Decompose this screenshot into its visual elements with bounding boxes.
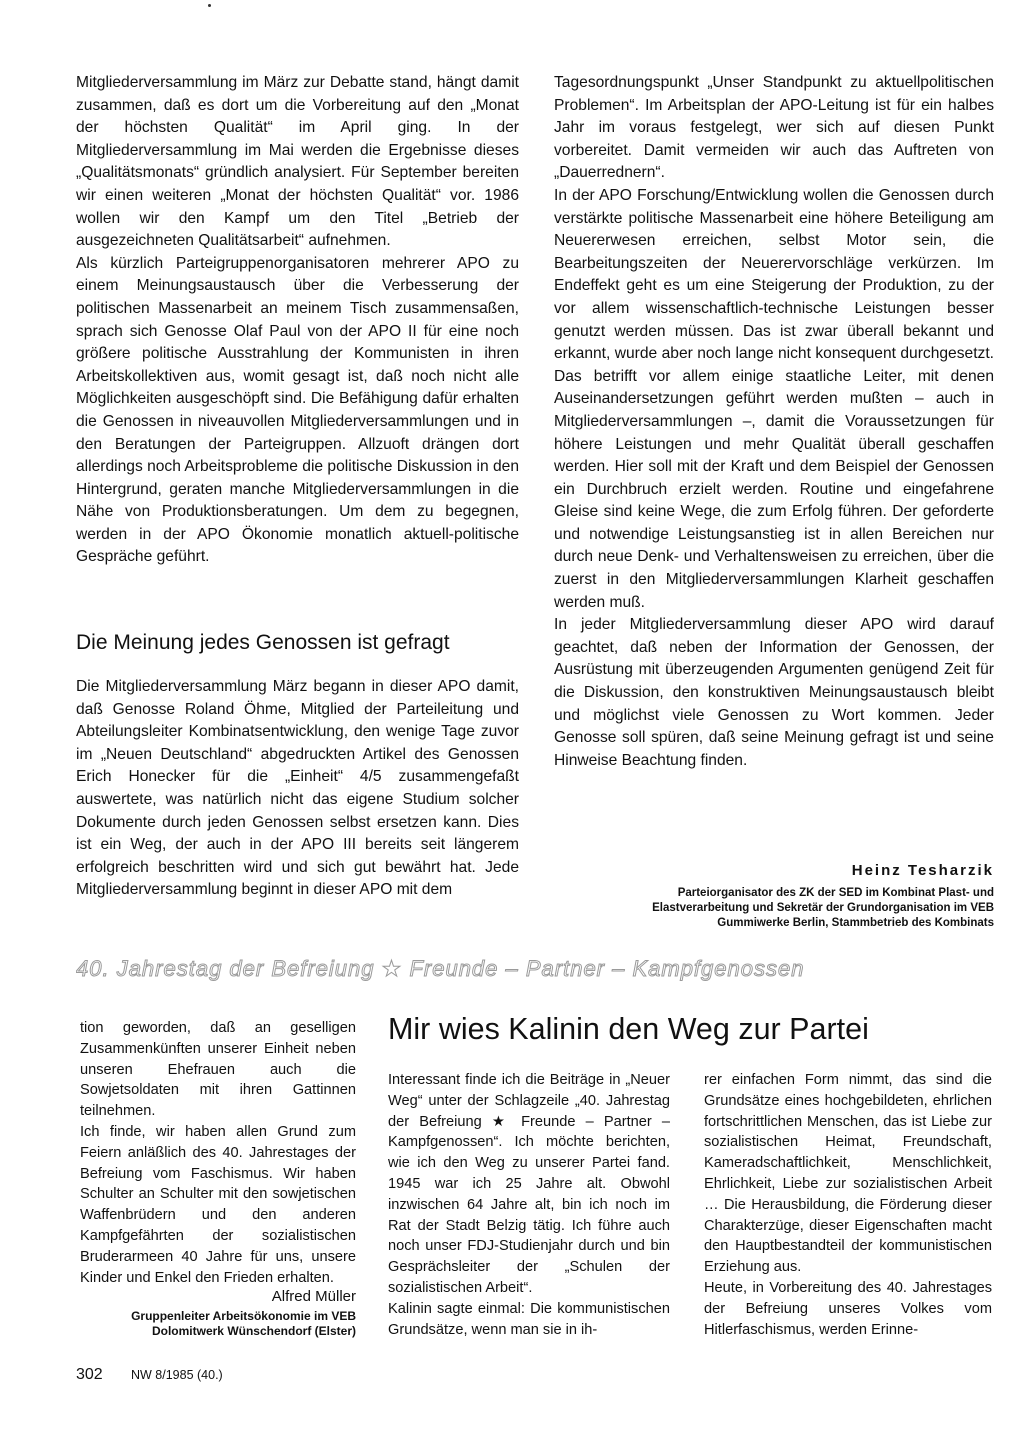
paragraph: Kalinin sagte einmal: Die kommunistischen Grundsätze, wenn man sie in ih- (388, 1300, 670, 1338)
lower-middle-column (388, 1070, 670, 1340)
paragraph: In jeder Mitgliederversammlung dieser APO wird darauf geachtet, daß neben der Information der Genossen, der Ausrüstung mit überzeugenden Argumenten genügend Zeit für die Diskussion, den konstruktiven Meinungsaustausch bleibt und möglichst viele Genossen zu Wort kommen. Jeder Genosse soll spüren, daß seine Meinung gefragt ist und seine Hinweise Beachtung finden. (554, 616, 994, 769)
upper-right-column (554, 72, 994, 772)
author-role-line: Elastverarbeitung und Sekretär der Grundorganisation im VEB (652, 902, 994, 914)
series-banner: 40. Jahrestag der Befreiung ★ Freunde – Partner – Kampfgenossen (76, 956, 805, 981)
author-role-line: Dolomitwerk Wünschendorf (Elster) (151, 1324, 356, 1338)
paragraph: Tagesordnungspunkt „Unser Standpunkt zu aktuellpolitischen Problemen“. Im Arbeitsplan der APO-Leitung ist für ein halbes Jahr im voraus festgelegt, wer sich auf diesen Punkt vorbereitet. Damit vermeiden wir auch das Auftreten von „Dauerrednern“. (554, 74, 994, 182)
author-role (554, 886, 994, 931)
paragraph: Interessant finde ich die Beiträge in „Neuer Weg“ unter der Schlagzeile „40. Jahrestag der Befreiung ★ Freunde – Partner – Kampfgenossen“. Ich möchte berichten, wie ich den Weg zu unserer Partei fand. 1945 war ich 25 Jahre alt. Obwohl inzwischen 64 Jahre alt, bin ich noch im Rat der Stadt Belzig tätig. Ich führe auch noch unser FDJ-Studienjahr durch und bin Gesprächsleiter der „Schulen der sozialistischen Arbeit“. (388, 1072, 670, 1296)
lower-left-column (80, 1018, 356, 1288)
paragraph: In der APO Forschung/Entwicklung wollen die Genossen durch verstärkte politische Massenarbeit eine höhere Beteiligung am Neuererwesen erreichen, selbst Motor sein, die Bearbeitungszeiten der Neuerervorschläge verkürzen. Im Endeffekt geht es um eine Steigerung der Produktion, zu der vor allem wissenschaftlich-technische Leistungen besser genutzt werden müssen. Das ist zwar überall bekannt und erkannt, wurde aber noch lange nicht konsequent durchgesetzt. Das betrifft vor allem einige staatliche Leiter, mit denen Auseinandersetzungen geführt werden mußten – auch in Mitgliederversammlungen –, damit die Voraussetzungen für höhere Leistungen und mehr Qualität überall geschaffen werden. Hier soll mit der Kraft und dem Beispiel der Genossen ein Durchbruch erzielt werden. Routine und eingefahrene Gleise sind keine Wege, die zum Erfolg führen. Der geforderte und notwendige Leistungsanstieg ist in allen Bereichen nur durch neue Denk- und Verhaltensweisen zu erreichen, über die zuerst in den Mitgliederversammlungen Klarheit geschaffen werden muß. (554, 186, 994, 611)
author-name: Alfred Müller (271, 1288, 356, 1305)
paragraph: Mitgliederversammlung im März zur Debatte stand, hängt damit zusammen, daß es dort um die Vorbereitung auf den „Monat der höchsten Qualität“ im April ging. In der Mitgliederversammlung im Mai werden die Ergebnisse dieses „Qualitätsmonats“ gründlich analysiert. Für September bereiten wir einen weiteren „Monat der höchsten Qualität“ vor. 1986 wollen wir den Kampf um den Titel „Betrieb der ausgezeichneten Qualitätsarbeit“ aufnehmen. (76, 74, 519, 250)
author-name: Heinz Tesharzik (851, 862, 994, 879)
paragraph: Ich finde, wir haben allen Grund zum Feiern anläßlich des 40. Jahrestages der Befreiung vom Faschismus. Wir haben Schulter an Schulter mit den sowjetischen Waffenbrüdern und den anderen Kampfgefährten der sozialistischen Bruderarmeen 40 Jahre für uns, unsere Kinder und Enkel den Frieden erhalten. (80, 1123, 356, 1286)
paragraph: Als kürzlich Parteigruppenorganisatoren mehrerer APO zu einem Meinungsaustausch über die Verbesserung der politischen Massenarbeit an meinem Tisch zusammensaßen, sprach sich Genosse Olaf Paul von der APO II für eine noch größere politische Ausstrahlung der Kommunisten in ihren Arbeitskollektiven aus, womit gesagt ist, daß noch nicht alle Möglichkeiten ausgeschöpft sind. Die Befähigung dafür erhalten die Genossen in niveauvollen Mitgliederversammlungen und in den Beratungen der Parteigruppen. Allzuoft drängen dort allerdings noch Arbeitsprobleme die politische Diskussion in den Hintergrund, geraten manche Mitgliederversammlungen in die Nähe von Produktionsberatungen. Um dem zu begegnen, werden in der APO Ökonomie monatlich aktuell-politische Gespräche geführt. (76, 254, 519, 566)
author-role-line: Gummiwerke Berlin, Stammbetrieb des Kombinats (717, 917, 994, 929)
author-role-line: Parteiorganisator des ZK der SED im Kombinat Plast- und (677, 887, 994, 899)
upper-left-column-continued (76, 676, 519, 902)
paragraph: Die Mitgliederversammlung März begann in dieser APO damit, daß Genosse Roland Öhme, Mitglied der Parteileitung und Abteilungsleiter Kombinatsentwicklung, den wenige Tage zuvor im „Neuen Deutschland“ abgedruckten Artikel des Genossen Erich Honecker für die „Einheit“ 4/5 zusammengefaßt auswertete, was natürlich nicht das eigene Studium solcher Dokumente durch jeden Genossen selbst ersetzen kann. Dies ist ein Weg, der auch in der APO III bereits seit längerem erfolgreich beschritten wird und sich gut bewährt hat. Jede Mitgliederversammlung beginnt in dieser APO mit dem (76, 678, 519, 899)
paragraph: Heute, in Vorbereitung des 40. Jahrestages der Befreiung unseres Volkes vom Hitlerfaschismus, werden Erinne- (704, 1279, 992, 1338)
author-role-line: Gruppenleiter Arbeitsökonomie im VEB (131, 1309, 356, 1323)
section-subheading: Die Meinung jedes Genossen ist gefragt (76, 631, 450, 654)
upper-left-column (76, 72, 519, 569)
author-role (80, 1309, 356, 1339)
page-number: 302 (76, 1366, 103, 1383)
article-headline: Mir wies Kalinin den Weg zur Partei (388, 1012, 869, 1046)
print-speck (208, 4, 211, 7)
issue-label: NW 8/1985 (40.) (131, 1368, 223, 1382)
paragraph: rer einfachen Form nimmt, das sind die Grundsätze eines hochgebildeten, ehrlichen fortschrittlichen Menschen, das ist Liebe zur sozialistischen Heimat, Freundschaft, Kameradschaftlichkeit, Menschlichkeit, Ehrlichkeit, Liebe zur sozialistischen Arbeit … Die Herausbildung, die Förderung dieser Charakterzüge, dieser Eigenschaften macht den Hauptbestandteil der kommunistischen Erziehung aus. (704, 1072, 992, 1276)
paragraph: tion geworden, daß an geselligen Zusammenkünften unserer Einheit neben unseren Ehefrauen auch die Sowjetsoldaten mit ihren Gattinnen teilnehmen. (80, 1020, 356, 1120)
lower-right-column (704, 1070, 992, 1340)
